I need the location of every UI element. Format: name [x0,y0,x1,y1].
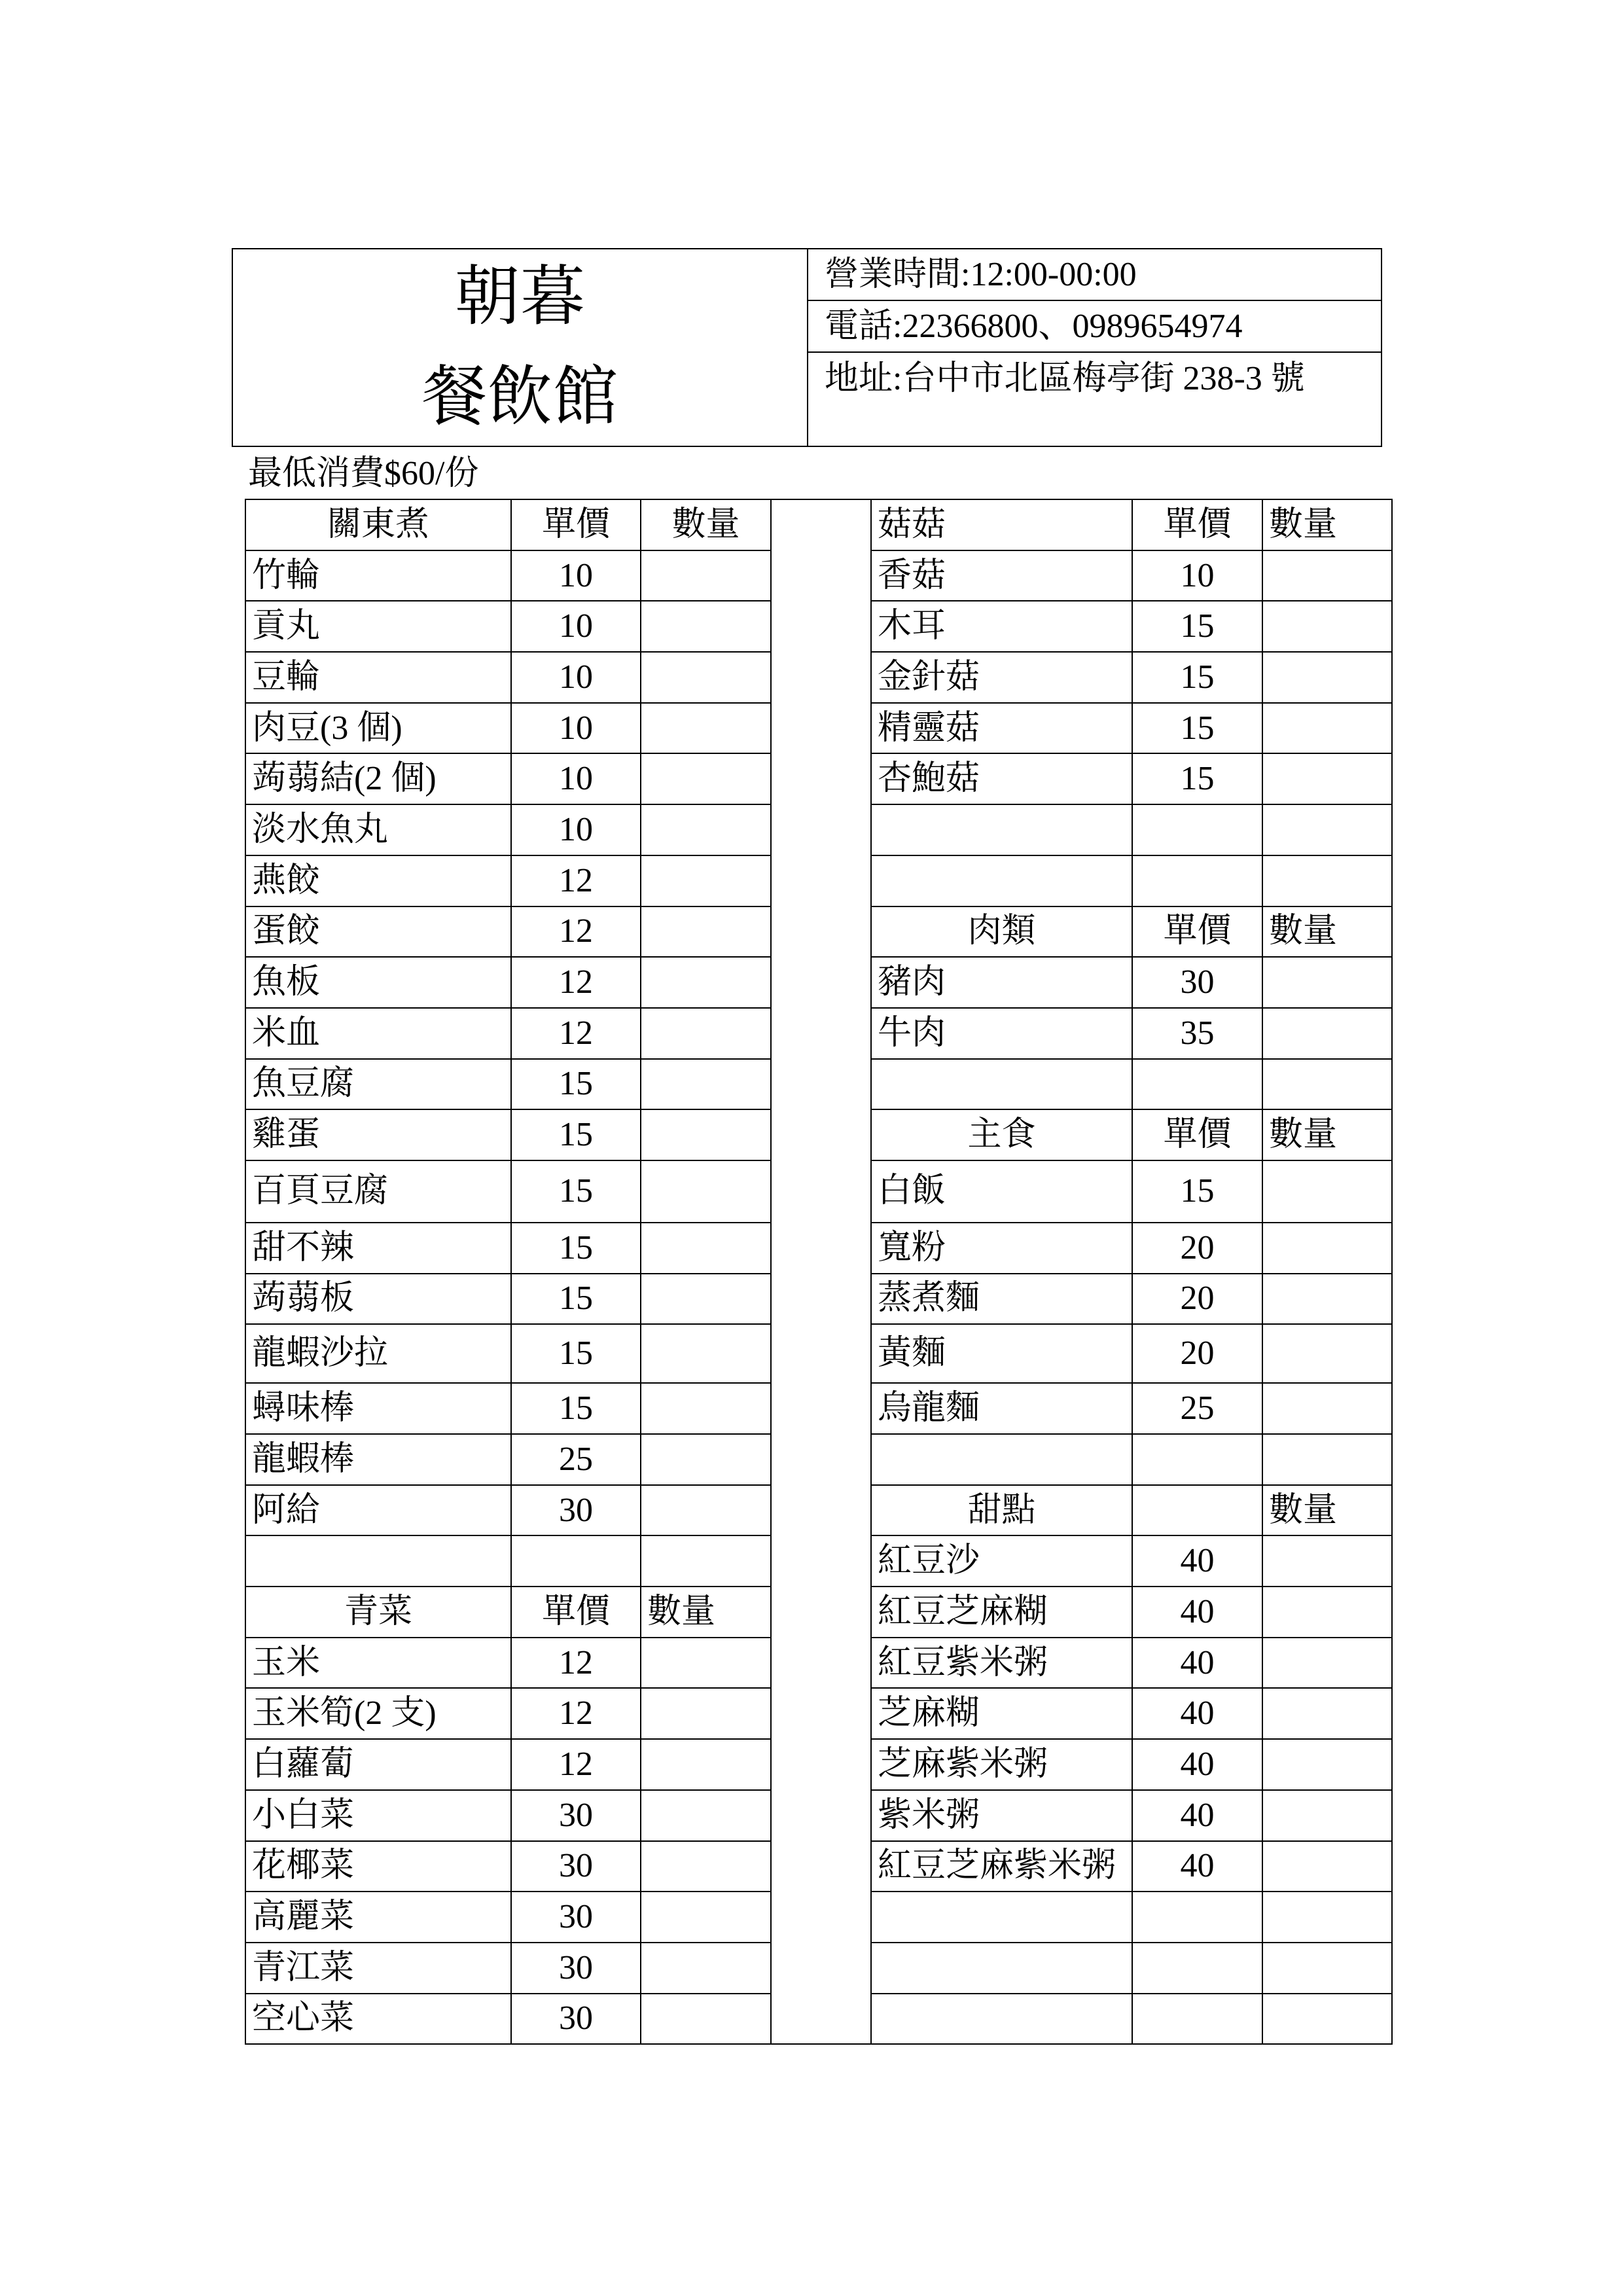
item-price [1132,1059,1262,1110]
item-qty [641,1943,771,1994]
category-header-price: 單價 [511,1587,641,1638]
item-qty [641,804,771,855]
column-gap [771,499,871,2044]
category-header-name: 青菜 [245,1587,511,1638]
item-name: 燕餃 [245,855,511,906]
item-price: 10 [1132,550,1262,601]
item-name: 小白菜 [245,1790,511,1841]
item-price: 10 [511,550,641,601]
item-qty [641,1688,771,1739]
category-header-name: 肉類 [871,906,1132,958]
item-qty [1262,1790,1392,1841]
item-name: 米血 [245,1008,511,1059]
item-name: 蛋餃 [245,906,511,958]
item-qty [1262,1008,1392,1059]
item-price: 35 [1132,1008,1262,1059]
category-header-price: 單價 [511,499,641,550]
item-qty [641,1892,771,1943]
restaurant-info-block [808,249,1381,446]
category-header-name: 甜點 [871,1485,1132,1536]
item-name: 雞蛋 [245,1109,511,1160]
item-qty [1262,601,1392,652]
item-name [871,804,1132,855]
item-price: 12 [511,957,641,1008]
item-price: 30 [511,1841,641,1892]
item-price [1132,1892,1262,1943]
category-header-price: 單價 [1132,499,1262,550]
address: 地址:台中市北區梅亭街 238-3 號 [825,360,1305,397]
menu-row [245,499,1392,550]
item-qty [1262,1223,1392,1274]
item-qty [641,1008,771,1059]
restaurant-name-line2: 餐飲館 [421,358,618,435]
item-qty [1262,1892,1392,1943]
item-name: 貢丸 [245,601,511,652]
item-name: 玉米筍(2 支) [245,1688,511,1739]
category-header-price: 單價 [1132,1109,1262,1160]
item-name [871,1059,1132,1110]
item-name: 魚板 [245,957,511,1008]
category-header-name: 主食 [871,1109,1132,1160]
item-price: 40 [1132,1638,1262,1689]
item-qty [1262,1324,1392,1383]
item-qty [641,957,771,1008]
category-header-price [1132,1485,1262,1536]
item-name [871,1994,1132,2045]
business-hours: 營業時間:12:00-00:00 [808,249,1381,301]
item-price: 12 [511,1739,641,1790]
item-qty [1262,1383,1392,1434]
category-header-qty: 數量 [1262,1109,1392,1160]
item-price: 10 [511,703,641,754]
item-qty [641,1059,771,1110]
item-price [511,1535,641,1587]
item-name: 蟳味棒 [245,1383,511,1434]
item-qty [1262,1994,1392,2045]
item-name: 淡水魚丸 [245,804,511,855]
item-price: 15 [511,1324,641,1383]
item-qty [1262,1841,1392,1892]
item-qty [1262,1688,1392,1739]
item-name: 高麗菜 [245,1892,511,1943]
item-name: 龍蝦棒 [245,1434,511,1485]
item-price: 10 [511,601,641,652]
restaurant-name-block [233,249,808,446]
item-qty [1262,753,1392,804]
minimum-charge-note: 最低消費$60/份 [248,455,479,492]
category-header-qty: 數量 [1262,499,1392,550]
category-header-name: 菇菇 [871,499,1132,550]
item-price: 30 [511,1994,641,2045]
menu-table [245,499,1393,2045]
item-qty [641,1274,771,1325]
item-qty [641,906,771,958]
item-name: 阿給 [245,1485,511,1536]
item-price: 30 [511,1790,641,1841]
item-price: 15 [511,1274,641,1325]
item-price [1132,1994,1262,2045]
item-name: 肉豆(3 個) [245,703,511,754]
item-name: 豬肉 [871,957,1132,1008]
item-name: 蒟蒻結(2 個) [245,753,511,804]
item-qty [1262,1535,1392,1587]
item-price: 25 [511,1434,641,1485]
item-price: 25 [1132,1383,1262,1434]
item-price: 12 [511,906,641,958]
item-price: 15 [511,1383,641,1434]
item-price [1132,804,1262,855]
item-name: 蒟蒻板 [245,1274,511,1325]
item-name: 木耳 [871,601,1132,652]
category-header-name: 關東煮 [245,499,511,550]
item-name: 空心菜 [245,1994,511,2045]
item-qty [1262,703,1392,754]
item-name: 香菇 [871,550,1132,601]
item-price: 12 [511,1688,641,1739]
item-name: 紅豆沙 [871,1535,1132,1587]
item-price: 40 [1132,1841,1262,1892]
item-price: 15 [511,1223,641,1274]
item-name [871,1943,1132,1994]
item-price: 15 [1132,753,1262,804]
item-name: 黃麵 [871,1324,1132,1383]
item-qty [1262,1434,1392,1485]
item-qty [1262,1059,1392,1110]
item-qty [641,1160,771,1223]
item-name [871,1892,1132,1943]
item-qty [641,1223,771,1274]
item-qty [641,1434,771,1485]
phone-numbers: 電話:22366800、0989654974 [808,301,1381,353]
item-name: 竹輪 [245,550,511,601]
item-price: 15 [511,1109,641,1160]
item-name: 豆輪 [245,652,511,703]
item-name: 花椰菜 [245,1841,511,1892]
item-price: 15 [1132,703,1262,754]
item-price: 40 [1132,1790,1262,1841]
item-qty [1262,1587,1392,1638]
item-qty [641,1638,771,1689]
item-qty [1262,1943,1392,1994]
item-qty [641,1485,771,1536]
item-qty [641,1841,771,1892]
item-price: 12 [511,1638,641,1689]
item-price [1132,1434,1262,1485]
item-price [1132,1943,1262,1994]
item-name: 牛肉 [871,1008,1132,1059]
item-name [245,1535,511,1587]
item-price: 15 [1132,1160,1262,1223]
item-qty [1262,1638,1392,1689]
item-name [871,1434,1132,1485]
category-header-qty: 數量 [1262,906,1392,958]
category-header-price: 單價 [1132,906,1262,958]
item-qty [641,753,771,804]
item-qty [1262,550,1392,601]
item-name [871,855,1132,906]
item-name: 紅豆芝麻糊 [871,1587,1132,1638]
item-price: 12 [511,855,641,906]
item-qty [641,550,771,601]
item-qty [641,1109,771,1160]
item-name: 魚豆腐 [245,1059,511,1110]
item-qty [641,1739,771,1790]
item-name: 龍蝦沙拉 [245,1324,511,1383]
item-price: 30 [511,1943,641,1994]
item-price [1132,855,1262,906]
item-name: 紅豆紫米粥 [871,1638,1132,1689]
item-qty [641,601,771,652]
item-price: 40 [1132,1739,1262,1790]
item-name: 芝麻糊 [871,1688,1132,1739]
item-price: 15 [511,1160,641,1223]
item-price: 20 [1132,1324,1262,1383]
item-price: 40 [1132,1587,1262,1638]
item-qty [1262,1274,1392,1325]
item-name: 玉米 [245,1638,511,1689]
item-qty [641,1535,771,1587]
item-qty [1262,652,1392,703]
item-price: 40 [1132,1688,1262,1739]
item-price: 12 [511,1008,641,1059]
item-name: 青江菜 [245,1943,511,1994]
item-name: 甜不辣 [245,1223,511,1274]
item-name: 寬粉 [871,1223,1132,1274]
item-qty [641,1790,771,1841]
item-qty [641,855,771,906]
item-name: 烏龍麵 [871,1383,1132,1434]
category-header-qty: 數量 [641,499,771,550]
item-name: 百頁豆腐 [245,1160,511,1223]
item-name: 蒸煮麵 [871,1274,1132,1325]
item-price: 15 [1132,601,1262,652]
item-name: 芝麻紫米粥 [871,1739,1132,1790]
item-price: 15 [511,1059,641,1110]
item-price: 30 [1132,957,1262,1008]
restaurant-header [232,248,1382,447]
item-name: 紅豆芝麻紫米粥 [871,1841,1132,1892]
item-price: 20 [1132,1274,1262,1325]
item-qty [641,1324,771,1383]
item-qty [1262,1160,1392,1223]
item-qty [1262,1739,1392,1790]
category-header-qty: 數量 [641,1587,771,1638]
item-qty [641,703,771,754]
item-qty [641,652,771,703]
item-qty [1262,804,1392,855]
item-price: 30 [511,1892,641,1943]
item-name: 白飯 [871,1160,1132,1223]
item-price: 10 [511,804,641,855]
item-name: 杏鮑菇 [871,753,1132,804]
category-header-qty: 數量 [1262,1485,1392,1536]
item-price: 40 [1132,1535,1262,1587]
item-name: 紫米粥 [871,1790,1132,1841]
item-price: 10 [511,652,641,703]
item-price: 10 [511,753,641,804]
item-price: 20 [1132,1223,1262,1274]
item-name: 白蘿蔔 [245,1739,511,1790]
item-price: 30 [511,1485,641,1536]
item-name: 精靈菇 [871,703,1132,754]
item-qty [641,1994,771,2045]
item-qty [1262,957,1392,1008]
item-name: 金針菇 [871,652,1132,703]
restaurant-name-line1: 朝暮 [454,258,586,334]
menu-table-body [245,499,1392,2044]
item-price: 15 [1132,652,1262,703]
item-qty [1262,855,1392,906]
item-qty [641,1383,771,1434]
